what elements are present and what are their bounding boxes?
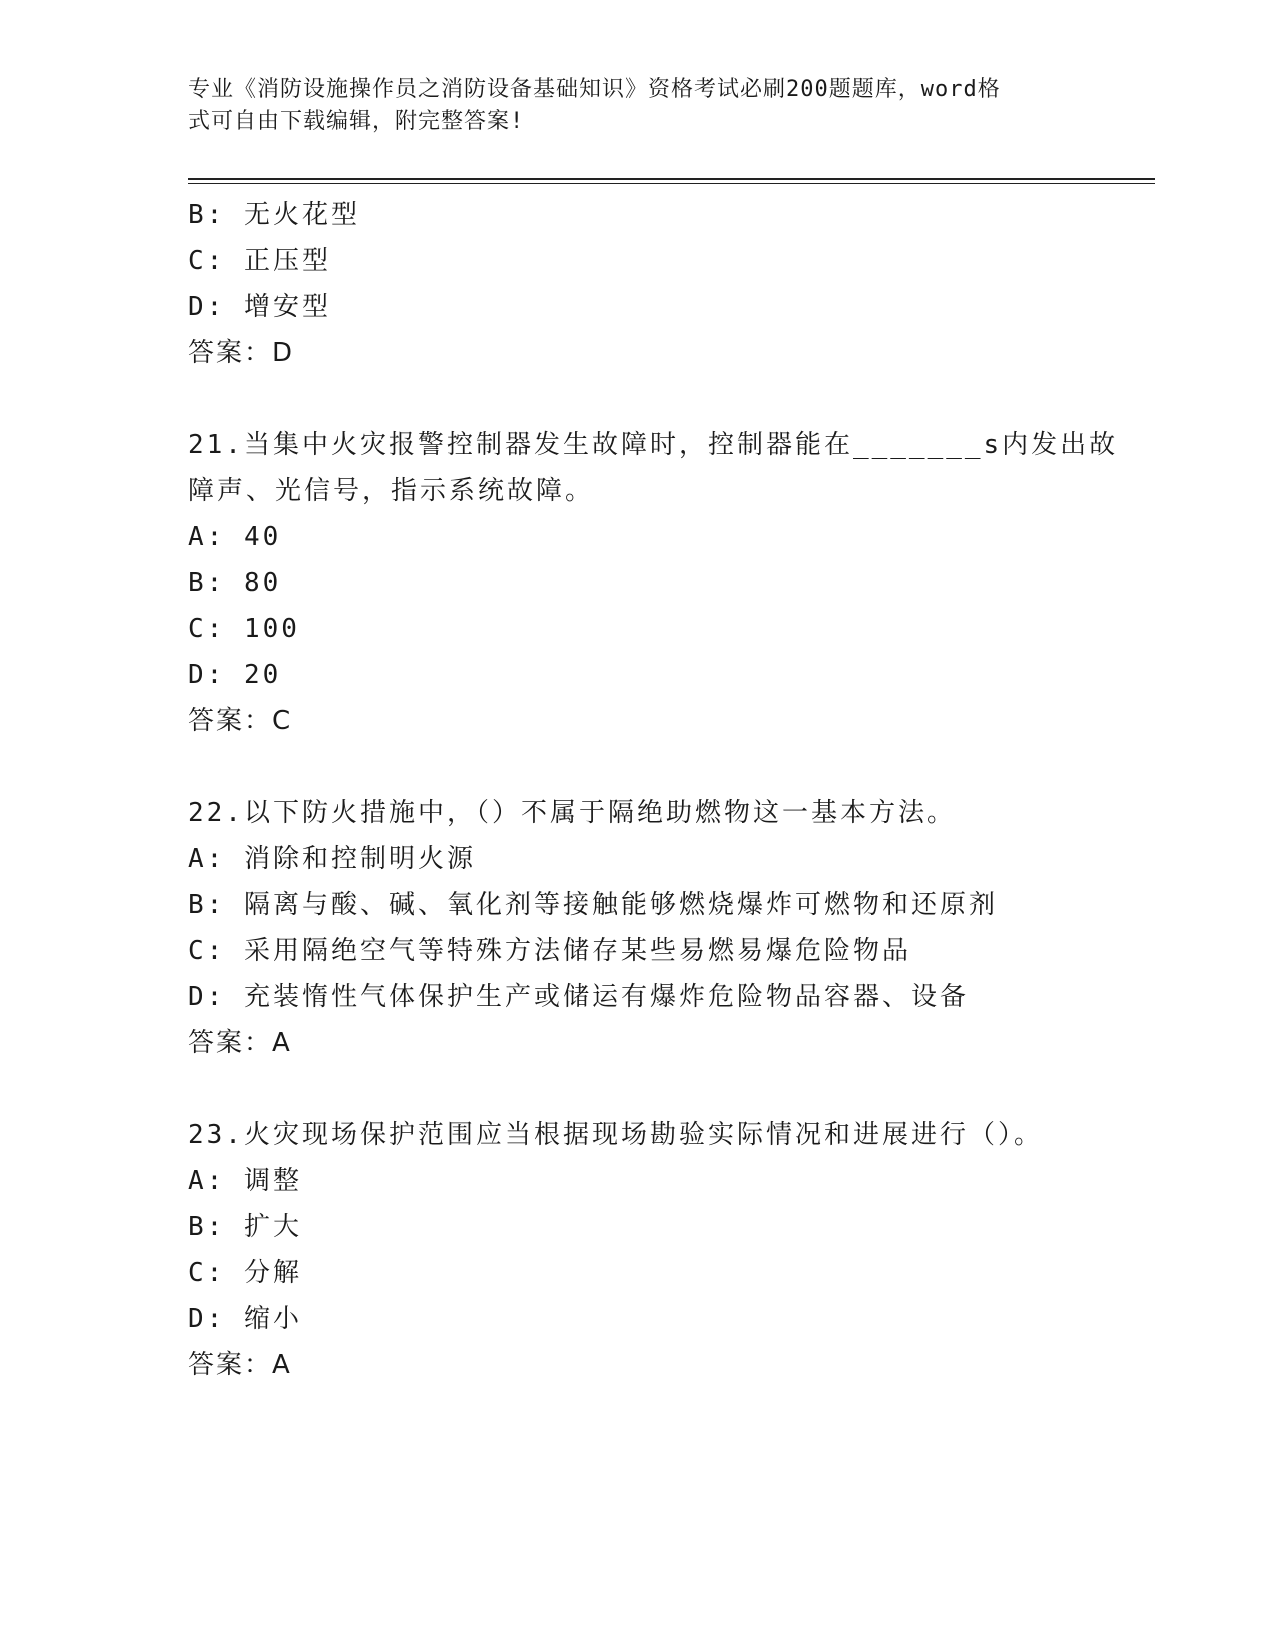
question-block-23 (188, 1112, 1148, 1388)
option-c: C: 正压型 (188, 246, 331, 276)
option-b: B: 无火花型 (188, 200, 360, 230)
document-header (188, 74, 1078, 138)
header-line-2: 式可自由下载编辑，附完整答案! (188, 109, 525, 134)
question-block-22 (188, 790, 1148, 1066)
question-text: 23.火灾现场保护范围应当根据现场勘验实际情况和进展进行（）。 (188, 1120, 1043, 1150)
option-b: B: 隔离与酸、碱、氧化剂等接触能够燃烧爆炸可燃物和还原剂 (188, 890, 998, 920)
header-divider-thin (188, 183, 1155, 184)
answer-line: 答案：A (188, 1028, 292, 1058)
option-c: C: 100 (188, 614, 300, 644)
option-c: C: 分解 (188, 1258, 302, 1288)
spacer (188, 744, 1148, 790)
option-a: A: 消除和控制明火源 (188, 844, 476, 874)
option-b: B: 扩大 (188, 1212, 302, 1242)
option-a: A: 调整 (188, 1166, 302, 1196)
option-d: D: 20 (188, 660, 282, 690)
question-list (188, 192, 1148, 1388)
option-a: A: 40 (188, 522, 282, 552)
option-b: B: 80 (188, 568, 282, 598)
option-d: D: 缩小 (188, 1304, 302, 1334)
question-text: 22.以下防火措施中，（）不属于隔绝助燃物这一基本方法。 (188, 798, 956, 828)
header-line-1: 专业《消防设施操作员之消防设备基础知识》资格考试必刷200题题库，word格 (188, 77, 1001, 102)
question-block-21 (188, 422, 1148, 744)
question-text: 障声、光信号，指示系统故障。 (188, 476, 595, 506)
spacer (188, 376, 1148, 422)
option-c: C: 采用隔绝空气等特殊方法储存某些易燃易爆危险物品 (188, 936, 911, 966)
answer-line: 答案：D (188, 338, 295, 368)
option-d: D: 增安型 (188, 292, 331, 322)
answer-line: 答案：A (188, 1350, 292, 1380)
question-block-prev (188, 192, 1148, 376)
option-d: D: 充装惰性气体保护生产或储运有爆炸危险物品容器、设备 (188, 982, 969, 1012)
answer-line: 答案：C (188, 706, 293, 736)
spacer (188, 1066, 1148, 1112)
header-divider-thick (188, 178, 1155, 180)
question-text: 21.当集中火灾报警控制器发生故障时，控制器能在_______s内发出故 (188, 430, 1119, 460)
